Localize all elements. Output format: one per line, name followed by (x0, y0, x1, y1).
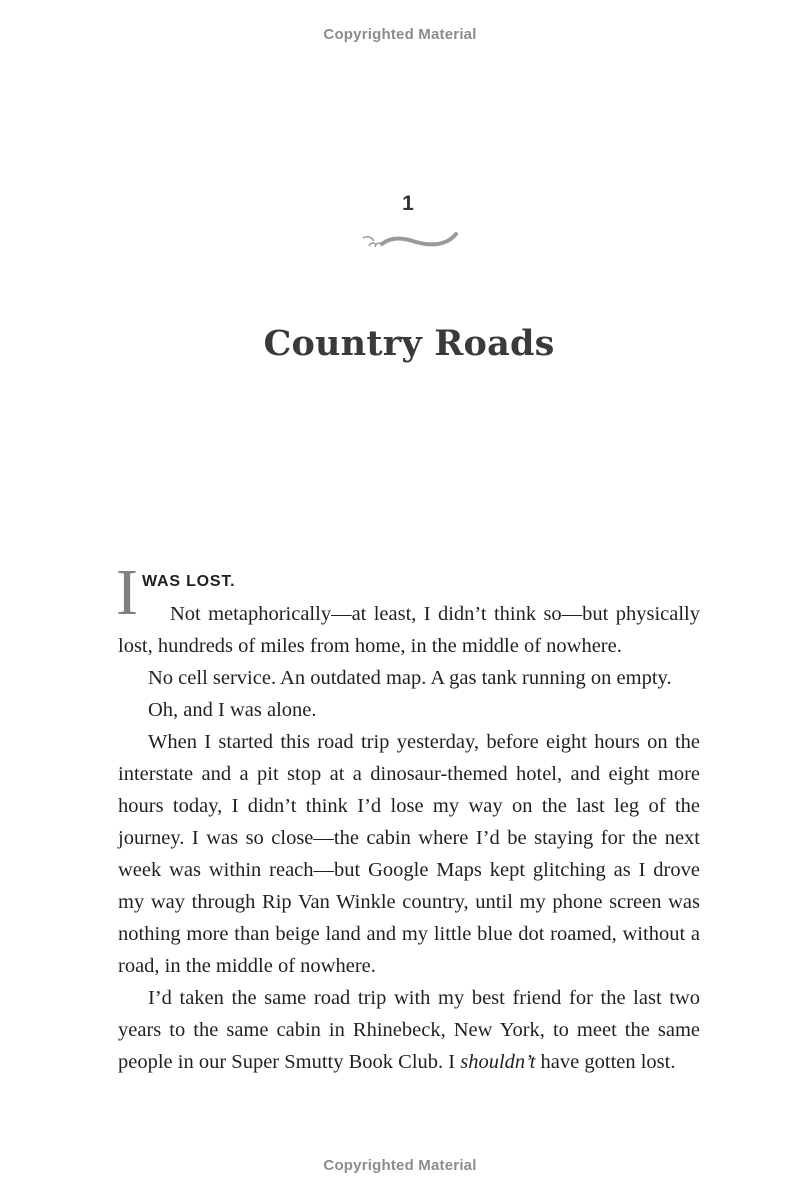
paragraph: When I started this road trip yesterday, before eight hours on the interstate and a pit stop at a dinosaur-themed hotel, and eight more hours today, I didn’t think I’d lose my way on the last leg of the journey. I was so close—the cabin where I’d be staying for the next week was within reach—but Google Maps kept glitching as I drove my way through Rip Van Winkle country, until my phone screen was nothing more than beige land and my little blue dot roamed, without a road, in the middle of nowhere. (118, 731, 700, 977)
copyright-watermark-top: Copyrighted Material (323, 26, 477, 43)
paragraph: Oh, and I was alone. (148, 699, 317, 721)
paragraph: No cell service. An outdated map. A gas tank running on empty. (148, 667, 672, 689)
paragraph (118, 982, 700, 1078)
copyright-watermark-bottom: Copyrighted Material (323, 1157, 477, 1174)
paragraph-text: I’d taken the same road trip with my best friend for the last two years to the same cabin in Rhinebeck, New York, to meet the same people in our Super Smutty Book Club. I (118, 987, 700, 1073)
ornament-flourish-icon (360, 226, 460, 252)
chapter-number: 1 (402, 192, 414, 215)
paragraph-text: have gotten lost. (535, 1051, 676, 1073)
drop-cap: I (116, 556, 138, 629)
chapter-body (118, 598, 700, 1078)
emphasis-text: shouldn’t (460, 1051, 536, 1073)
paragraph: Not metaphorically—at least, I didn’t think so—but physically lost, hundreds of miles from home, in the middle of nowhere. (118, 603, 700, 657)
chapter-title: Country Roads (263, 323, 555, 364)
lead-in-text: WAS LOST. (142, 573, 236, 590)
